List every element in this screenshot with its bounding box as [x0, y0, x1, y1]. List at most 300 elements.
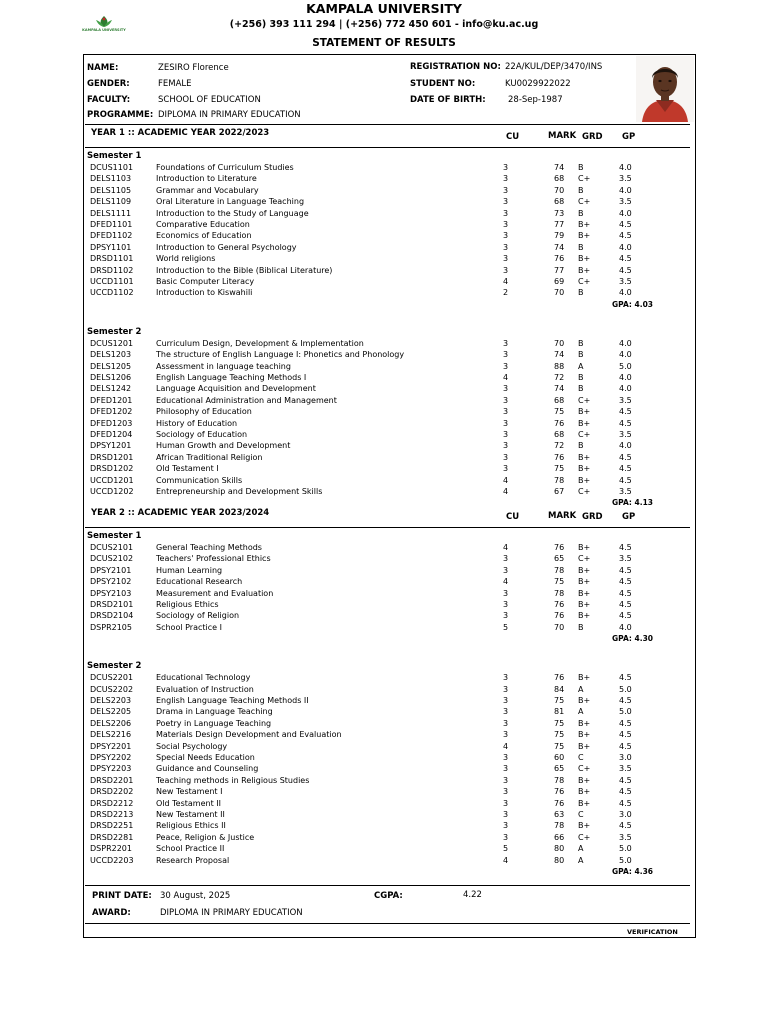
table-row: [0, 672, 768, 683]
course-grade: C+: [578, 764, 591, 774]
course-grade: B: [578, 208, 584, 218]
course-cu: 3: [503, 361, 509, 371]
course-title: Teachers' Professional Ethics: [156, 554, 271, 564]
course-cu: 3: [503, 775, 509, 785]
course-mark: 78: [554, 565, 565, 575]
name-label: NAME:: [87, 63, 119, 73]
course-gp: 3.0: [619, 810, 632, 819]
table-row: [0, 196, 768, 207]
course-code: UCCD1202: [90, 487, 134, 496]
table-row: [0, 383, 768, 394]
course-code: DRSD1101: [90, 254, 134, 264]
course-mark: 76: [554, 798, 565, 808]
course-gp: 4.5: [619, 775, 632, 785]
course-code: DSPR2201: [90, 844, 132, 854]
year-heading: YEAR 1 :: ACADEMIC YEAR 2022/2023: [91, 128, 270, 138]
course-code: DRSD2202: [90, 787, 134, 797]
course-cu: 3: [503, 197, 509, 207]
course-title: Introduction to General Psychology: [156, 242, 297, 252]
table-row: [0, 752, 768, 763]
course-code: DELS1103: [90, 174, 132, 184]
course-grade: B+: [578, 718, 591, 728]
course-title: Assessment in language teaching: [156, 361, 291, 371]
student-portrait-icon: [636, 56, 694, 122]
course-gp: 3.5: [619, 764, 632, 774]
course-title: Human Learning: [156, 565, 223, 575]
course-mark: 75: [554, 577, 565, 587]
course-cu: 3: [503, 764, 509, 774]
course-mark: 84: [554, 684, 565, 694]
course-cu: 2: [503, 288, 509, 298]
course-cu: 3: [503, 185, 509, 195]
cgpa-value: 4.22: [463, 890, 482, 900]
course-code: DRSD2201: [90, 775, 134, 785]
course-cu: 3: [503, 430, 509, 439]
course-mark: 75: [554, 741, 565, 751]
course-gp: 4.5: [619, 254, 632, 264]
course-mark: 60: [554, 753, 565, 762]
course-cu: 3: [503, 242, 509, 252]
course-cu: 3: [503, 265, 509, 275]
course-gp: 5.0: [619, 361, 632, 371]
course-mark: 76: [554, 418, 565, 428]
course-title: Peace, Religion & Justice: [156, 832, 255, 842]
course-gp: 4.5: [619, 407, 632, 417]
course-cu: 4: [503, 475, 509, 485]
table-row: [0, 576, 768, 587]
table-row: [0, 706, 768, 717]
course-title: Religious Ethics II: [156, 821, 226, 831]
course-code: DPSY2102: [90, 577, 132, 587]
course-grade: C+: [578, 197, 591, 207]
table-row: [0, 741, 768, 752]
course-gp: 4.0: [619, 373, 632, 382]
student-gender: FEMALE: [158, 79, 192, 89]
course-cu: 3: [503, 350, 509, 360]
course-gp: 4.0: [619, 338, 632, 348]
course-title: Comparative Education: [156, 220, 250, 229]
course-grade: C+: [578, 174, 591, 184]
semester-gpa: GPA: 4.13: [612, 498, 654, 508]
table-row: [0, 553, 768, 564]
student-no-label: STUDENT NO:: [410, 79, 476, 89]
course-title: Grammar and Vocabulary: [156, 185, 259, 195]
course-grade: C+: [578, 554, 591, 564]
table-row: [0, 372, 768, 383]
course-code: DSPR2105: [90, 622, 132, 632]
course-gp: 4.5: [619, 600, 632, 609]
document-title: STATEMENT OF RESULTS: [312, 37, 456, 49]
course-cu: 3: [503, 231, 509, 241]
course-grade: B: [578, 185, 584, 195]
course-gp: 4.0: [619, 441, 632, 451]
table-row: [0, 406, 768, 417]
course-title: School Practice I: [156, 622, 222, 632]
course-code: DELS2203: [90, 696, 132, 705]
table-row: [0, 173, 768, 184]
course-code: DPSY2203: [90, 764, 132, 774]
course-mark: 75: [554, 730, 565, 740]
course-cu: 3: [503, 673, 509, 683]
course-title: Old Testament I: [156, 464, 219, 474]
course-mark: 76: [554, 543, 565, 552]
course-code: DELS1105: [90, 185, 132, 195]
table-row: [0, 763, 768, 774]
course-grade: B+: [578, 821, 591, 831]
course-gp: 4.0: [619, 242, 632, 252]
table-row: [0, 622, 768, 633]
course-grade: B+: [578, 673, 591, 683]
course-gp: 4.0: [619, 208, 632, 218]
course-title: School Practice II: [156, 844, 225, 854]
course-cu: 3: [503, 338, 509, 348]
course-mark: 67: [554, 487, 565, 496]
course-mark: 68: [554, 395, 565, 405]
course-cu: 3: [503, 810, 509, 819]
course-cu: 3: [503, 418, 509, 428]
course-cu: 4: [503, 741, 509, 751]
course-mark: 68: [554, 197, 565, 207]
year-divider: [85, 527, 690, 528]
course-code: UCCD2203: [90, 855, 134, 865]
course-mark: 76: [554, 452, 565, 462]
verification-label[interactable]: VERIFICATION: [627, 928, 678, 936]
course-cu: 3: [503, 798, 509, 808]
course-mark: 80: [554, 844, 565, 854]
course-gp: 5.0: [619, 844, 632, 854]
course-mark: 74: [554, 242, 565, 252]
course-gp: 3.5: [619, 554, 632, 564]
course-mark: 70: [554, 622, 565, 632]
course-cu: 3: [503, 163, 509, 172]
table-row: [0, 287, 768, 298]
course-grade: C+: [578, 487, 591, 496]
course-grade: C: [578, 810, 584, 819]
course-title: Social Psychology: [156, 741, 228, 751]
table-row: [0, 338, 768, 349]
column-header-gp: GP: [622, 512, 636, 522]
column-header-mark: MARK: [548, 511, 577, 521]
course-grade: C+: [578, 832, 591, 842]
course-gp: 4.5: [619, 798, 632, 808]
course-grade: B+: [578, 775, 591, 785]
course-grade: B: [578, 622, 584, 632]
course-mark: 75: [554, 407, 565, 417]
course-grade: A: [578, 844, 584, 854]
course-grade: B+: [578, 265, 591, 275]
table-row: [0, 843, 768, 854]
course-gp: 4.5: [619, 220, 632, 229]
course-title: Educational Administration and Management: [156, 395, 337, 405]
course-gp: 3.5: [619, 487, 632, 496]
course-gp: 4.5: [619, 673, 632, 683]
course-code: DFED1201: [90, 395, 133, 405]
cgpa-label: CGPA:: [374, 891, 403, 901]
course-gp: 4.5: [619, 418, 632, 428]
course-title: Research Proposal: [156, 855, 230, 865]
course-title: Basic Computer Literacy: [156, 277, 255, 286]
course-gp: 4.0: [619, 622, 632, 632]
university-name: KAMPALA UNIVERSITY: [306, 1, 462, 16]
course-code: DELS1109: [90, 197, 132, 207]
course-mark: 69: [554, 277, 565, 286]
semester-gpa: GPA: 4.36: [612, 867, 654, 876]
table-row: [0, 418, 768, 429]
divider: [85, 885, 690, 886]
course-code: DELS1111: [90, 208, 132, 218]
course-title: Special Needs Education: [156, 753, 255, 762]
table-row: [0, 832, 768, 843]
table-row: [0, 729, 768, 740]
course-gp: 3.5: [619, 277, 632, 286]
course-cu: 4: [503, 277, 509, 286]
course-cu: 3: [503, 707, 509, 717]
course-title: Entrepreneurship and Development Skills: [156, 487, 323, 496]
column-header-grd: GRD: [582, 132, 603, 142]
course-mark: 76: [554, 611, 565, 621]
course-title: Introduction to the Study of Language: [156, 208, 309, 218]
course-gp: 4.0: [619, 288, 632, 298]
course-code: DELS1206: [90, 373, 132, 382]
course-title: Curriculum Design, Development & Implementation: [156, 338, 364, 348]
course-title: Guidance and Counseling: [156, 764, 259, 774]
divider: [85, 124, 690, 125]
course-mark: 70: [554, 185, 565, 195]
table-row: [0, 820, 768, 831]
course-gp: 4.5: [619, 577, 632, 587]
semester-heading: Semester 2: [87, 326, 142, 337]
table-row: [0, 565, 768, 576]
course-mark: 76: [554, 787, 565, 797]
course-cu: 3: [503, 208, 509, 218]
column-header-grd: GRD: [582, 512, 603, 522]
course-grade: B+: [578, 730, 591, 740]
course-title: History of Education: [156, 418, 238, 428]
course-code: UCCD1102: [90, 288, 134, 298]
student-name: ZESIRO Florence: [158, 63, 229, 73]
course-code: DRSD2212: [90, 798, 134, 808]
course-mark: 70: [554, 338, 565, 348]
course-title: Drama in Language Teaching: [156, 707, 273, 717]
table-row: [0, 463, 768, 474]
table-row: [0, 349, 768, 360]
course-code: DRSD2101: [90, 600, 134, 609]
course-cu: 3: [503, 441, 509, 451]
course-gp: 4.5: [619, 821, 632, 831]
course-mark: 88: [554, 361, 565, 371]
course-code: DELS2216: [90, 730, 132, 740]
course-code: DRSD1102: [90, 265, 134, 275]
student-photo: [636, 56, 694, 122]
course-code: DPSY2103: [90, 588, 132, 598]
course-code: DPSY1101: [90, 242, 132, 252]
course-grade: A: [578, 684, 584, 694]
course-title: African Traditional Religion: [156, 452, 263, 462]
course-cu: 3: [503, 384, 509, 394]
course-code: DCUS1101: [90, 163, 134, 172]
course-code: DRSD2104: [90, 611, 134, 621]
course-gp: 4.5: [619, 231, 632, 241]
table-row: [0, 798, 768, 809]
course-mark: 76: [554, 254, 565, 264]
table-row: [0, 610, 768, 621]
logo-text: KAMPALA UNIVERSITY: [82, 28, 126, 32]
table-row: [0, 162, 768, 173]
table-row: [0, 684, 768, 695]
course-cu: 5: [503, 844, 509, 854]
course-grade: B+: [578, 231, 591, 241]
course-cu: 3: [503, 684, 509, 694]
course-gp: 4.5: [619, 265, 632, 275]
course-gp: 4.0: [619, 163, 632, 172]
course-grade: B: [578, 338, 584, 348]
course-code: DPSY2101: [90, 565, 132, 575]
table-row: [0, 542, 768, 553]
course-grade: B+: [578, 741, 591, 751]
course-gp: 4.5: [619, 730, 632, 740]
table-row: [0, 265, 768, 276]
course-grade: A: [578, 707, 584, 717]
course-mark: 74: [554, 350, 565, 360]
course-title: English Language Teaching Methods II: [156, 696, 309, 705]
course-gp: 4.5: [619, 475, 632, 485]
course-mark: 74: [554, 384, 565, 394]
course-code: DELS2205: [90, 707, 132, 717]
course-grade: A: [578, 361, 584, 371]
course-cu: 3: [503, 565, 509, 575]
table-row: [0, 208, 768, 219]
course-cu: 3: [503, 464, 509, 474]
course-cu: 4: [503, 855, 509, 865]
course-code: DFED1204: [90, 430, 133, 439]
course-mark: 76: [554, 673, 565, 683]
course-code: DFED1101: [90, 220, 133, 229]
course-gp: 3.5: [619, 174, 632, 184]
course-cu: 4: [503, 577, 509, 587]
table-row: [0, 486, 768, 497]
course-cu: 3: [503, 600, 509, 609]
course-code: DPSY1201: [90, 441, 132, 451]
course-grade: B+: [578, 696, 591, 705]
course-grade: B+: [578, 600, 591, 609]
table-row: [0, 855, 768, 866]
course-cu: 3: [503, 718, 509, 728]
course-mark: 68: [554, 430, 565, 439]
course-mark: 79: [554, 231, 565, 241]
faculty-label: FACULTY:: [87, 95, 131, 105]
student-programme: DIPLOMA IN PRIMARY EDUCATION: [158, 110, 301, 120]
course-mark: 75: [554, 464, 565, 474]
course-code: DELS1242: [90, 384, 132, 394]
course-cu: 3: [503, 407, 509, 417]
course-title: Introduction to Kiswahili: [156, 288, 253, 298]
course-mark: 66: [554, 832, 565, 842]
course-cu: 3: [503, 730, 509, 740]
semester-heading: Semester 2: [87, 661, 142, 672]
course-gp: 4.5: [619, 611, 632, 621]
programme-label: PROGRAMME:: [87, 110, 154, 120]
course-grade: B+: [578, 787, 591, 797]
table-row: [0, 475, 768, 486]
year-heading: YEAR 2 :: ACADEMIC YEAR 2023/2024: [91, 508, 270, 518]
course-mark: 78: [554, 775, 565, 785]
course-mark: 65: [554, 554, 565, 564]
course-mark: 75: [554, 718, 565, 728]
course-gp: 4.5: [619, 588, 632, 598]
course-gp: 5.0: [619, 855, 632, 865]
course-cu: 3: [503, 220, 509, 229]
course-title: Human Growth and Development: [156, 441, 291, 451]
course-code: DCUS1201: [90, 338, 134, 348]
semester-gpa: GPA: 4.30: [612, 634, 654, 644]
table-row: [0, 588, 768, 599]
course-mark: 70: [554, 288, 565, 298]
course-grade: B+: [578, 254, 591, 264]
course-title: Foundations of Curriculum Studies: [156, 163, 294, 172]
course-title: Educational Technology: [156, 673, 251, 683]
course-title: World religions: [156, 254, 216, 264]
course-cu: 3: [503, 787, 509, 797]
course-cu: 3: [503, 611, 509, 621]
course-grade: B+: [578, 220, 591, 229]
course-mark: 78: [554, 475, 565, 485]
course-gp: 3.5: [619, 832, 632, 842]
course-mark: 80: [554, 855, 565, 865]
course-code: DCUS2101: [90, 543, 134, 552]
course-gp: 4.0: [619, 384, 632, 394]
course-code: DFED1102: [90, 231, 133, 241]
course-grade: B: [578, 373, 584, 382]
course-code: DCUS2202: [90, 684, 134, 694]
course-grade: B+: [578, 475, 591, 485]
course-grade: B+: [578, 464, 591, 474]
course-code: DELS2206: [90, 718, 132, 728]
course-title: Evaluation of Instruction: [156, 684, 254, 694]
course-code: DELS1203: [90, 350, 132, 360]
course-title: Language Acquisition and Development: [156, 384, 316, 394]
course-cu: 3: [503, 452, 509, 462]
course-gp: 4.0: [619, 185, 632, 195]
course-mark: 75: [554, 696, 565, 705]
course-title: Oral Literature in Language Teaching: [156, 197, 305, 207]
course-code: DRSD2213: [90, 810, 134, 819]
course-title: English Language Teaching Methods I: [156, 373, 307, 382]
course-gp: 3.5: [619, 430, 632, 439]
course-code: UCCD1101: [90, 277, 134, 286]
table-row: [0, 395, 768, 406]
course-mark: 63: [554, 810, 565, 819]
course-mark: 77: [554, 220, 565, 229]
course-mark: 68: [554, 174, 565, 184]
course-title: Introduction to the Bible (Biblical Literature): [156, 265, 333, 275]
course-grade: B: [578, 288, 584, 298]
table-row: [0, 276, 768, 287]
course-gp: 3.5: [619, 197, 632, 207]
course-grade: C: [578, 753, 584, 762]
course-grade: C+: [578, 430, 591, 439]
course-code: UCCD1201: [90, 475, 134, 485]
course-mark: 78: [554, 821, 565, 831]
course-cu: 5: [503, 622, 509, 632]
course-grade: B+: [578, 543, 591, 552]
course-grade: B+: [578, 611, 591, 621]
course-grade: B+: [578, 565, 591, 575]
column-header-cu: CU: [506, 132, 520, 142]
table-row: [0, 599, 768, 610]
course-cu: 3: [503, 753, 509, 762]
course-grade: B+: [578, 798, 591, 808]
course-mark: 73: [554, 208, 565, 218]
